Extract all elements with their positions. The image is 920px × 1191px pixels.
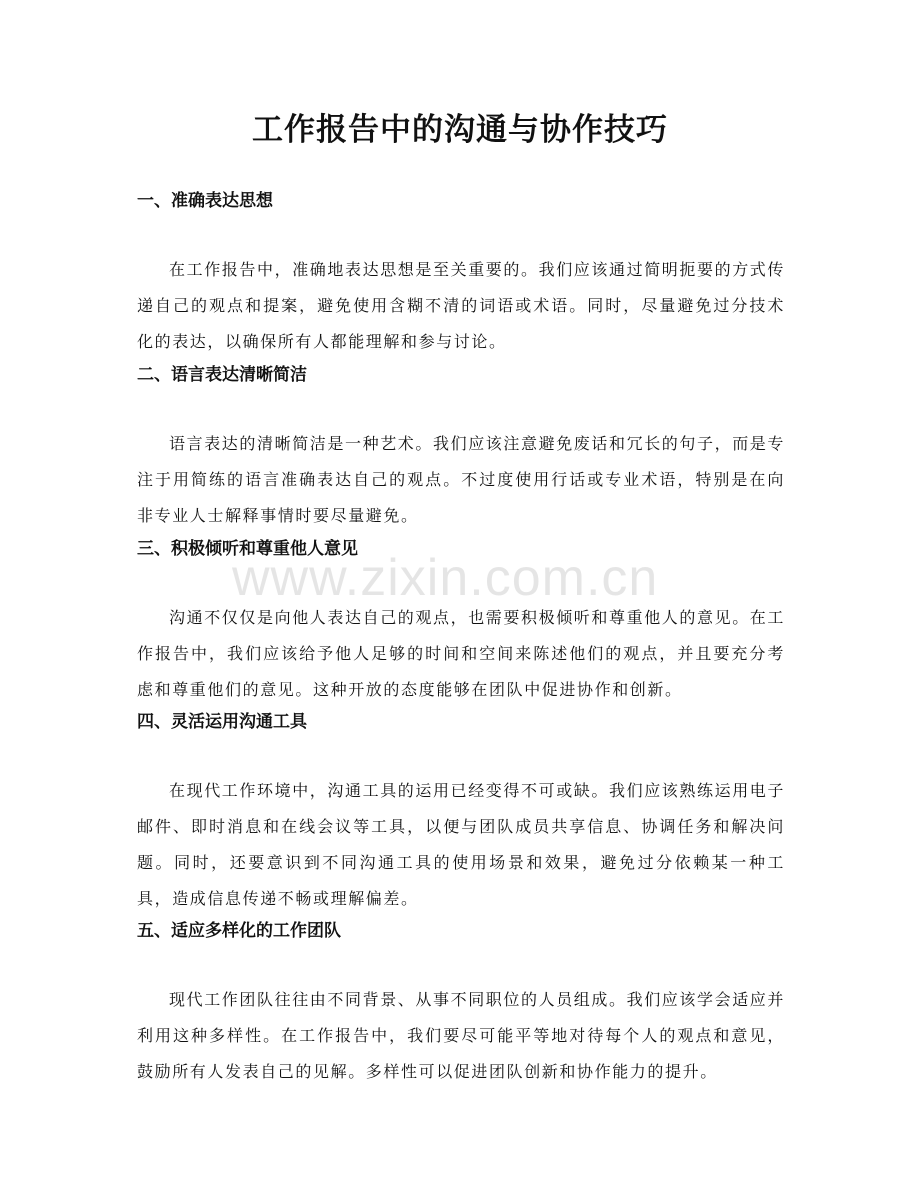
section-paragraph: 语言表达的清晰简洁是一种艺术。我们应该注意避免废话和冗长的句子，而是专注于用简练的语言准确表达自己的观点。不过度使用行话或专业术语，特别是在向非专业人士解释事情时要尽量避免。 bbox=[137, 434, 786, 525]
section-accurate-expression bbox=[137, 188, 785, 360]
section-active-listening bbox=[137, 536, 785, 708]
section-communication-tools bbox=[137, 709, 785, 917]
section-paragraph: 沟通不仅仅是向他人表达自己的观点，也需要积极倾听和尊重他人的意见。在工作报告中，我们应该给予他人足够的时间和空间来陈述他们的观点，并且要充分考虑和尊重他们的意见。这种开放的态度能够在团队中促进协作和创新。 bbox=[137, 608, 786, 699]
section-heading: 三、积极倾听和尊重他人意见 bbox=[137, 539, 358, 559]
section-heading: 五、适应多样化的工作团队 bbox=[137, 921, 341, 941]
document-title: 工作报告中的沟通与协作技巧 bbox=[252, 112, 668, 148]
watermark: www.zixin.com.cn bbox=[232, 549, 659, 607]
section-heading: 四、灵活运用沟通工具 bbox=[137, 712, 307, 732]
section-clear-language bbox=[137, 362, 785, 534]
section-paragraph: 现代工作团队往往由不同背景、从事不同职位的人员组成。我们应该学会适应并利用这种多样性。在工作报告中，我们要尽可能平等地对待每个人的观点和意见，鼓励所有人发表自己的见解。多样性可以促进团队创新和协作能力的提升。 bbox=[137, 990, 786, 1081]
section-heading: 一、准确表达思想 bbox=[137, 191, 273, 211]
section-heading: 二、语言表达清晰简洁 bbox=[137, 365, 307, 385]
section-paragraph: 在现代工作环境中，沟通工具的运用已经变得不可或缺。我们应该熟练运用电子邮件、即时消息和在线会议等工具，以便与团队成员共享信息、协调任务和解决问题。同时，还要意识到不同沟通工具的使用场景和效果，避免过分依赖某一种工具，造成信息传递不畅或理解偏差。 bbox=[137, 781, 786, 908]
section-diverse-teams bbox=[137, 918, 785, 1090]
section-paragraph: 在工作报告中，准确地表达思想是至关重要的。我们应该通过简明扼要的方式传递自己的观点和提案，避免使用含糊不清的词语或术语。同时，尽量避免过分技术化的表达，以确保所有人都能理解和参与讨论。 bbox=[137, 260, 786, 351]
